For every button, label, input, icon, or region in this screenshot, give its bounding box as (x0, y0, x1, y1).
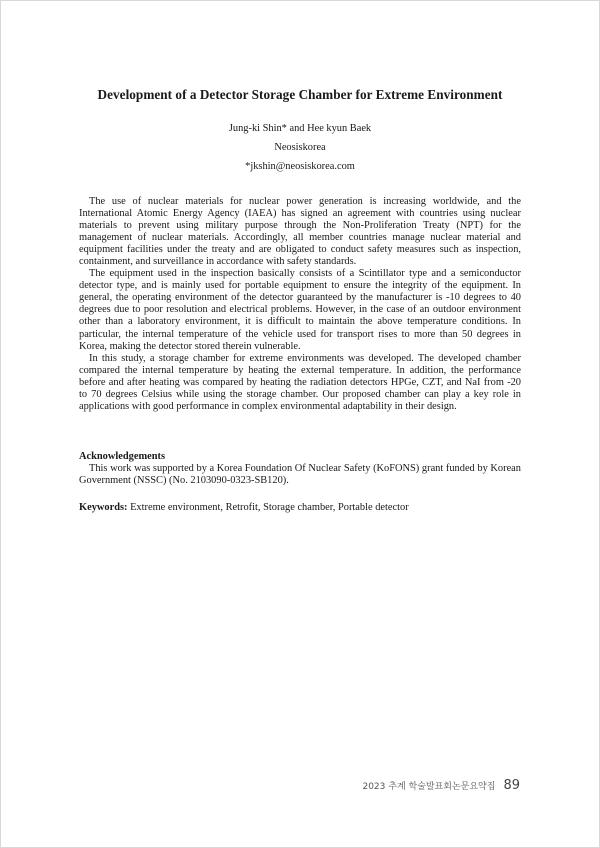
paper-authors: Jung-ki Shin* and Hee kyun Baek (228, 123, 372, 134)
paper-affiliation: Neosiskorea (274, 142, 326, 153)
page-number: 89 (503, 778, 520, 793)
page-footer (362, 778, 520, 793)
proceedings-title: 2023 추계 학술발표회논문요약집 (362, 782, 496, 792)
keywords (79, 502, 521, 513)
keywords-label: Keywords: (79, 502, 128, 513)
keywords-text: Extreme environment, Retrofit, Storage chamber, Portable detector (127, 502, 409, 513)
abstract (79, 196, 521, 413)
paper-title: Development of a Detector Storage Chamber for Extreme Environment (97, 87, 503, 102)
acknowledgements-text: This work was supported by a Korea Foundation Of Nuclear Safety (KoFONS) grant funded by Korean Government (NSSC) (No. 2103090-0323-SB120). (79, 463, 521, 487)
abstract-paragraph: In this study, a storage chamber for extreme environments was developed. The developed chamber compared the internal temperature by heating the external temperature. In addition, the performance before and after heating was compared by heating the radiation detectors HPGe, CZT, and NaI from -20 to 70 degrees Celsius while using the storage chamber. Our proposed chamber can play a key role in applications with good performance in complex environmental adaptability in their design. (79, 352, 521, 412)
author-email: *jkshin@neosiskorea.com (245, 161, 355, 172)
abstract-paragraph: The use of nuclear materials for nuclear power generation is increasing worldwide, and the International Atomic Energy Agency (IAEA) has signed an agreement with countries using nuclear materials to prevent using military purpose through the Non-Proliferation Treaty (NPT) for the management of nuclear materials. Accordingly, all member countries manage nuclear material and equipment facilities under the treaty and are obligated to conduct safety measures such as inspection, containment, and surveillance in accordance with safety standards. (79, 196, 521, 268)
acknowledgements-heading: Acknowledgements (79, 451, 166, 462)
abstract-paragraph: The equipment used in the inspection basically consists of a Scintillator type and a semiconductor detector type, and is mainly used for portable equipment to ensure the integrity of the equipment. In general, the operating environment of the detector guaranteed by the manufacturer is -10 degrees to 40 degrees due to poor resolution and electrical problems. However, in the case of an outdoor environment other than a laboratory environment, it is difficult to maintain the above temperature conditions. In particular, the internal temperature of the vehicle used for transport rises to more than 50 degrees in Korea, making the detector stored therein vulnerable. (79, 268, 521, 352)
